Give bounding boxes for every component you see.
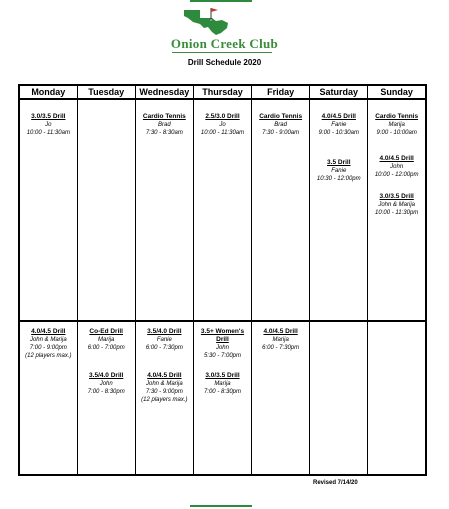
drill-title: 4.0/4.5 Drill — [263, 328, 298, 335]
drill-time: 9:00 - 10:00am — [376, 130, 417, 136]
drill-title: 3.5/4.0 Drill — [89, 372, 124, 379]
drill-entry — [196, 328, 248, 360]
day-header-monday: Monday — [19, 85, 77, 99]
drill-entry — [27, 113, 70, 137]
am-cell-tuesday — [77, 99, 135, 321]
revised-date: Revised 7/14/20 — [313, 480, 358, 486]
drill-coach: John — [99, 381, 113, 387]
drill-entry — [201, 113, 244, 137]
day-header-tuesday: Tuesday — [77, 85, 135, 99]
morning-row — [19, 99, 426, 321]
drill-coach: Marija — [388, 122, 405, 128]
drill-entry — [319, 113, 359, 137]
am-cell-saturday — [310, 99, 368, 321]
drill-time: 7:30 - 9:00pm — [145, 389, 183, 395]
drill-title: 3.5+ Women's Drill — [200, 328, 245, 343]
drill-coach: John — [215, 345, 229, 351]
drill-title: Co-Ed Drill — [89, 328, 123, 335]
drill-entry — [317, 159, 361, 183]
drill-title: 4.0/4.5 Drill — [147, 372, 182, 379]
drill-time: 9:00 - 10:30am — [318, 130, 359, 136]
texas-flag-logo-icon — [178, 6, 238, 36]
day-header-wednesday: Wednesday — [135, 85, 193, 99]
drill-title: 4.0/4.5 Drill — [321, 113, 356, 120]
drill-title: 3.0/3.5 Drill — [31, 113, 66, 120]
drill-time: 10:00 - 11:30am — [26, 130, 70, 136]
drill-entry — [88, 372, 125, 396]
drill-time: 7:00 - 8:30pm — [203, 389, 241, 395]
club-name: Onion Creek Club — [170, 36, 279, 51]
day-header-row — [19, 85, 426, 99]
pm-cell-sunday — [368, 321, 426, 475]
drill-entry — [262, 328, 299, 352]
drill-coach: Fanie — [156, 337, 172, 343]
drill-entry — [146, 328, 183, 352]
drill-entry — [143, 113, 186, 137]
day-header-friday: Friday — [252, 85, 310, 99]
am-cell-thursday — [193, 99, 251, 321]
drill-title: 2.5/3.0 Drill — [205, 113, 240, 120]
drill-title: Cardio Tennis — [259, 113, 303, 120]
drill-time: 7:00 - 9:00pm — [29, 345, 67, 351]
am-cell-sunday — [368, 99, 426, 321]
drill-coach: Marija — [214, 381, 231, 387]
day-header-saturday: Saturday — [310, 85, 368, 99]
drill-coach: Marija — [98, 337, 115, 343]
day-header-sunday: Sunday — [368, 85, 426, 99]
drill-entry — [375, 193, 418, 217]
drill-coach: Brad — [158, 122, 171, 128]
drill-title: Cardio Tennis — [142, 113, 186, 120]
drill-coach: Jo — [45, 122, 52, 128]
pm-cell-monday — [19, 321, 77, 475]
drill-title: 3.0/3.5 Drill — [379, 193, 414, 200]
drill-time: 6:00 - 7:30pm — [145, 345, 183, 351]
drill-entry — [141, 372, 187, 404]
drill-note: (12 players max.) — [141, 397, 188, 403]
day-header-thursday: Thursday — [193, 85, 251, 99]
drill-coach: Jo — [219, 122, 226, 128]
page-title: Drill Schedule 2020 — [187, 58, 262, 67]
drill-title: 3.0/3.5 Drill — [205, 372, 240, 379]
drill-time: 7:00 - 8:30pm — [87, 389, 125, 395]
top-accent-line — [190, 0, 252, 2]
pm-cell-wednesday — [135, 321, 193, 475]
drill-title: Cardio Tennis — [375, 113, 419, 120]
drill-coach: John & Marija — [146, 381, 183, 387]
drill-time: 7:30 - 9:00am — [262, 130, 300, 136]
drill-entry — [259, 113, 302, 137]
drill-time: 10:00 - 11:30pm — [375, 210, 419, 216]
am-cell-monday — [19, 99, 77, 321]
bottom-accent-line — [190, 505, 252, 507]
drill-coach: John & Marija — [29, 337, 67, 343]
drill-note: (12 players max.) — [25, 353, 72, 359]
drill-coach: Fanie — [331, 168, 347, 174]
drill-title: 4.0/4.5 Drill — [31, 328, 66, 335]
drill-title: 4.0/4.5 Drill — [379, 155, 414, 162]
drill-title: 3.5 Drill — [327, 159, 351, 166]
drill-coach: Brad — [274, 122, 287, 128]
pm-cell-saturday — [310, 321, 368, 475]
drill-time: 7:30 - 8:30am — [145, 130, 183, 136]
drill-schedule-table — [18, 84, 427, 476]
pm-cell-tuesday — [77, 321, 135, 475]
am-cell-friday — [252, 99, 310, 321]
brand-underline — [172, 52, 272, 53]
pm-cell-friday — [252, 321, 310, 475]
drill-time: 10:00 - 12:00pm — [374, 172, 419, 178]
drill-entry — [25, 328, 71, 360]
pm-cell-thursday — [193, 321, 251, 475]
am-cell-wednesday — [135, 99, 193, 321]
drill-coach: John & Marija — [378, 202, 415, 208]
evening-row — [19, 321, 426, 475]
drill-entry — [375, 113, 418, 137]
drill-coach: Marija — [272, 337, 289, 343]
drill-coach: John — [390, 164, 404, 170]
drill-time: 10:00 - 11:30am — [200, 130, 245, 136]
drill-time: 6:00 - 7:30pm — [262, 345, 300, 351]
drill-entry — [204, 372, 241, 396]
drill-time: 5:30 - 7:00pm — [203, 353, 241, 359]
drill-title: 3.5/4.0 Drill — [147, 328, 182, 335]
drill-entry — [88, 328, 125, 352]
drill-coach: Fanie — [331, 122, 347, 128]
drill-time: 10:30 - 12:00pm — [316, 176, 361, 182]
drill-time: 6:00 - 7:00pm — [87, 345, 125, 351]
drill-entry — [375, 155, 419, 179]
